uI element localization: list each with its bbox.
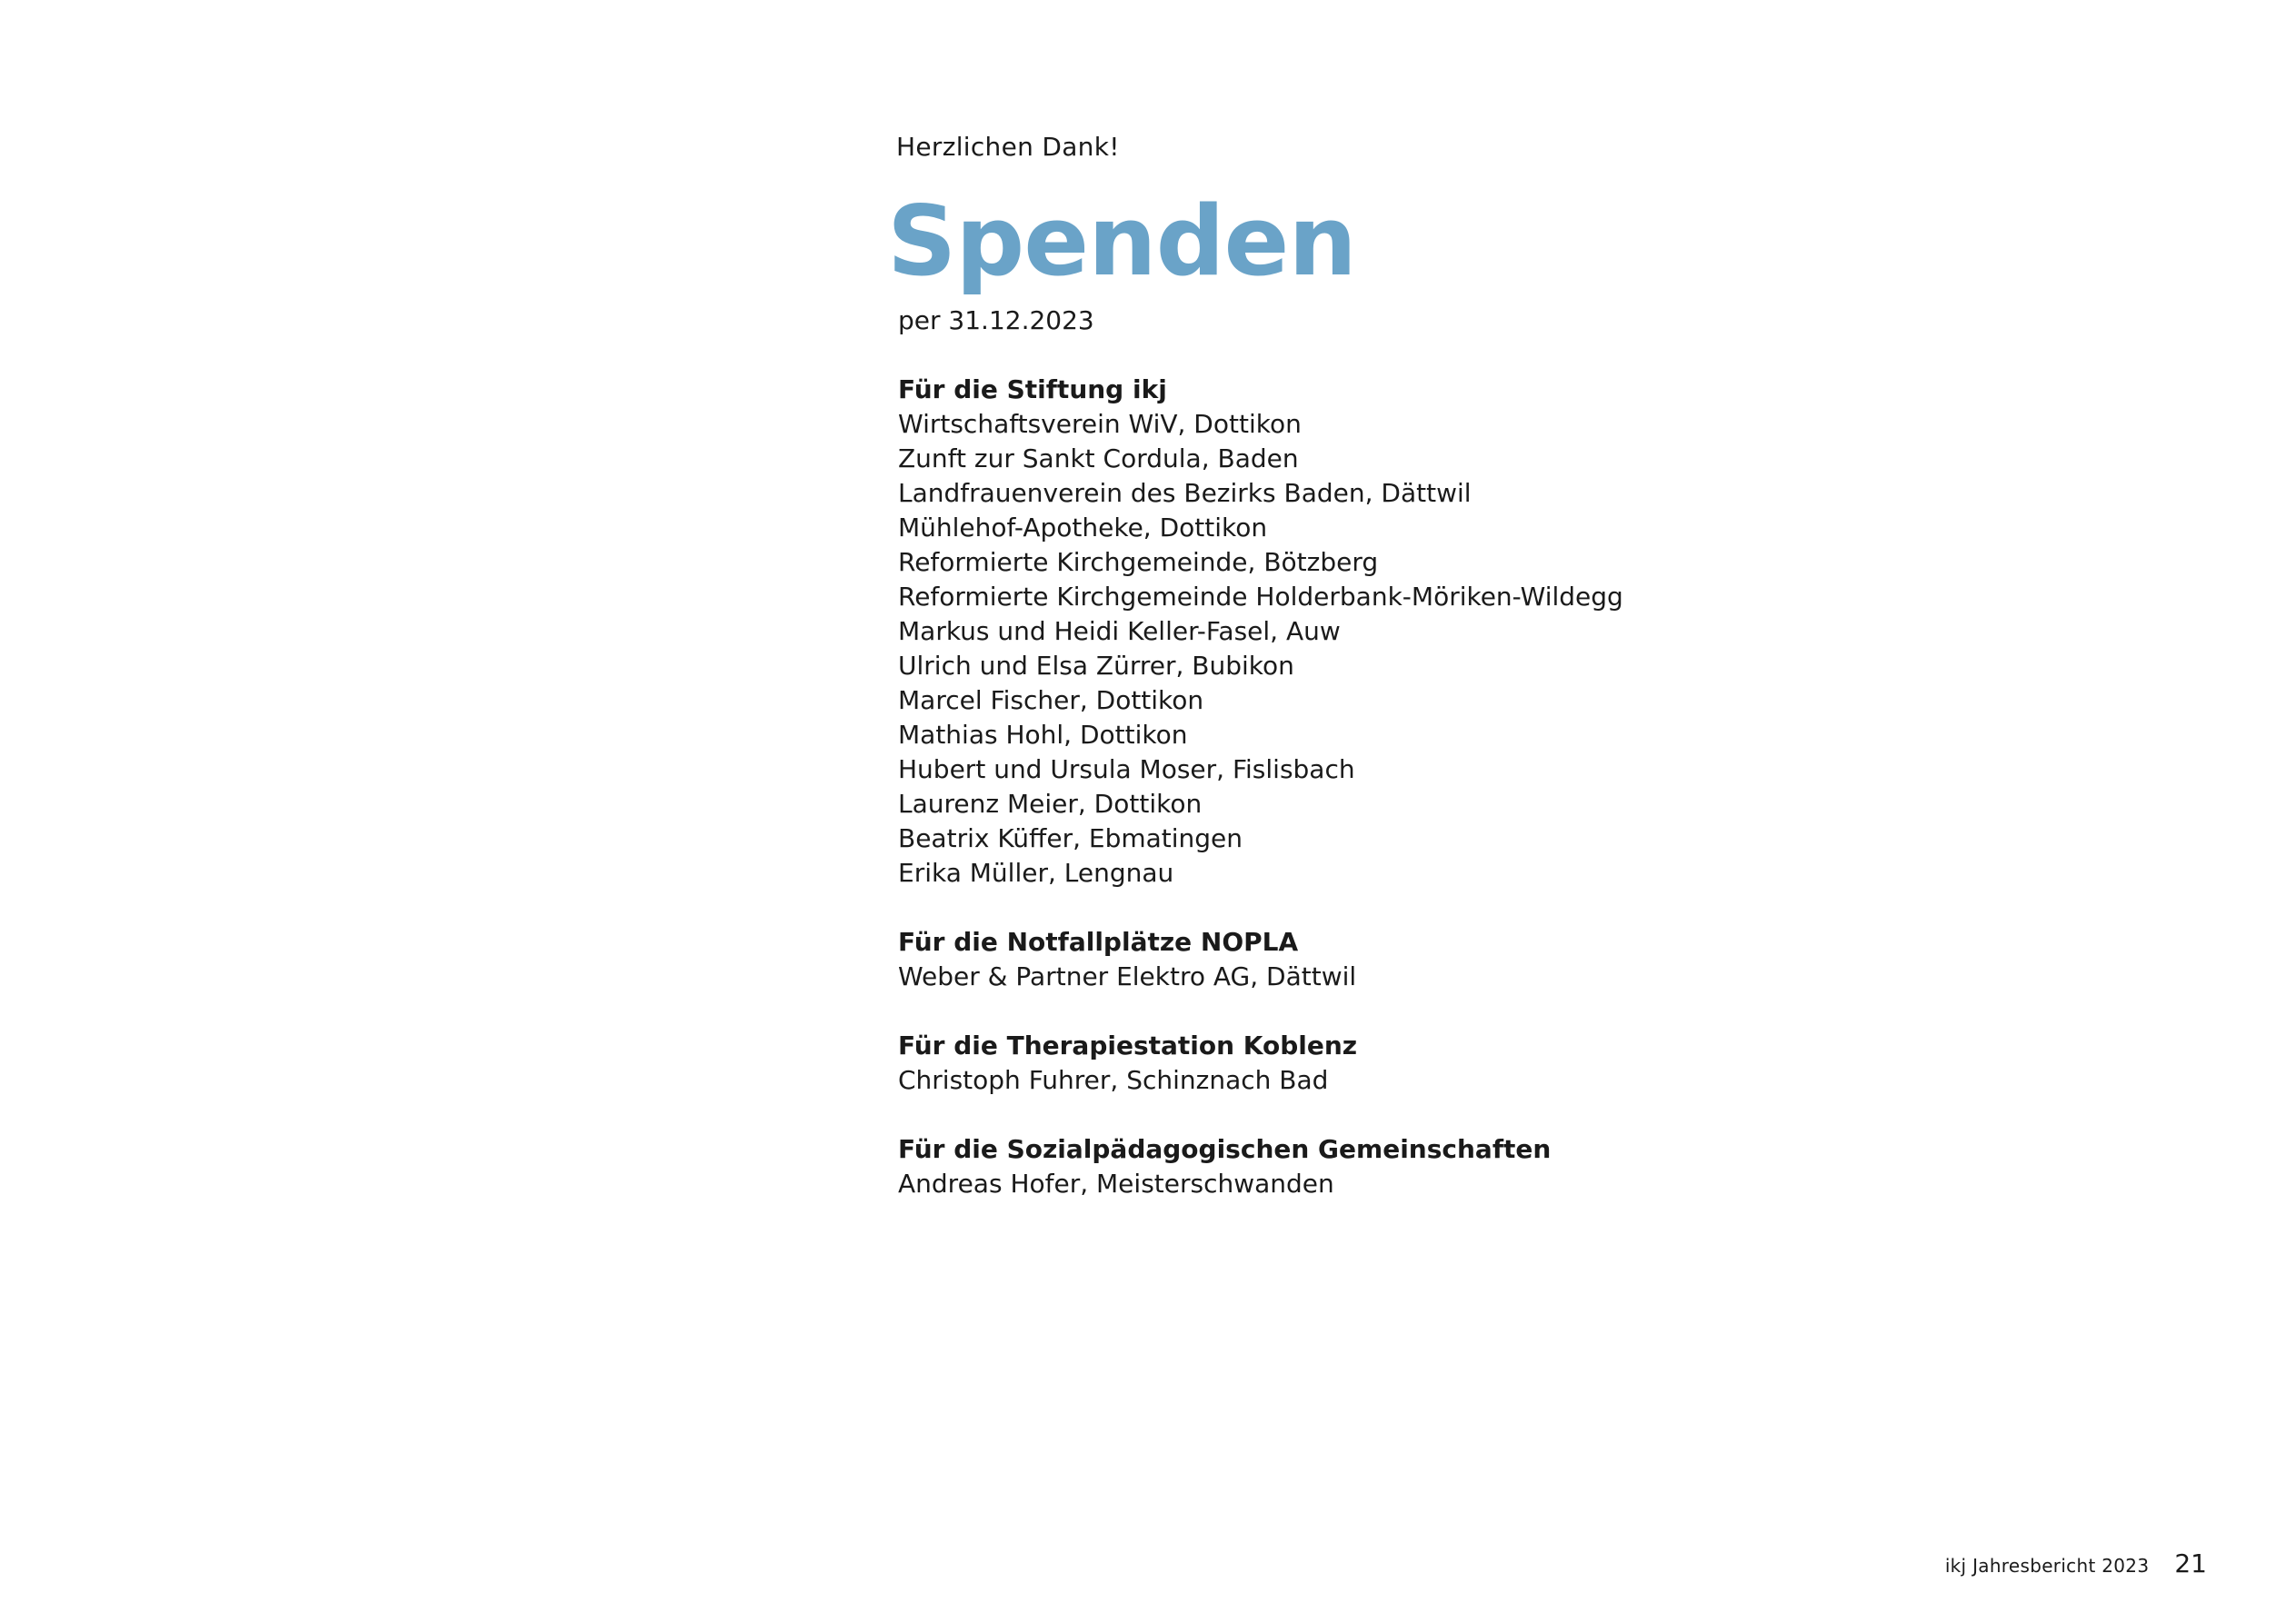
kicker-text: Herzlichen Dank!	[896, 132, 1120, 162]
section-stiftung	[898, 373, 1898, 891]
section-heading: Für die Stiftung ikj	[898, 374, 1167, 404]
list-item: Weber & Partner Elektro AG, Dättwil	[898, 961, 1357, 991]
list-item: Mühlehof-Apotheke, Dottikon	[898, 513, 1268, 543]
section-sozialpaedagogische-gemeinschaften	[898, 1132, 1898, 1201]
donor-list	[898, 373, 1898, 1236]
list-item: Hubert und Ursula Moser, Fislisbach	[898, 754, 1355, 784]
section-heading: Für die Sozialpädagogischen Gemeinschaften	[898, 1134, 1552, 1164]
list-item: Erika Müller, Lengnau	[898, 858, 1174, 888]
list-item: Landfrauenverein des Bezirks Baden, Dättwil	[898, 478, 1472, 508]
section-heading: Für die Notfallplätze NOPLA	[898, 927, 1299, 957]
page-number: 21	[2174, 1548, 2207, 1578]
list-item: Beatrix Küffer, Ebmatingen	[898, 823, 1243, 853]
list-item: Ulrich und Elsa Zürrer, Bubikon	[898, 651, 1294, 681]
list-item: Reformierte Kirchgemeinde Holderbank-Möriken-Wildegg	[898, 582, 1623, 612]
section-heading: Für die Therapiestation Koblenz	[898, 1031, 1358, 1060]
list-item: Mathias Hohl, Dottikon	[898, 720, 1188, 750]
list-item: Marcel Fischer, Dottikon	[898, 685, 1204, 715]
list-item: Laurenz Meier, Dottikon	[898, 789, 1203, 819]
list-item: Andreas Hofer, Meisterschwanden	[898, 1169, 1334, 1199]
list-item: Reformierte Kirchgemeinde, Bötzberg	[898, 547, 1379, 577]
footer-label: ikj Jahresbericht 2023	[1944, 1555, 2150, 1577]
list-item: Markus und Heidi Keller-Fasel, Auw	[898, 616, 1341, 646]
list-item: Zunft zur Sankt Cordula, Baden	[898, 443, 1299, 473]
list-item: Wirtschaftsverein WiV, Dottikon	[898, 409, 1302, 439]
section-therapiestation	[898, 1029, 1898, 1098]
date-line: per 31.12.2023	[898, 305, 1094, 335]
page-title: Spenden	[887, 185, 1356, 297]
section-nopla	[898, 925, 1898, 994]
page-footer	[1945, 1548, 2207, 1579]
list-item: Christoph Fuhrer, Schinznach Bad	[898, 1065, 1329, 1095]
